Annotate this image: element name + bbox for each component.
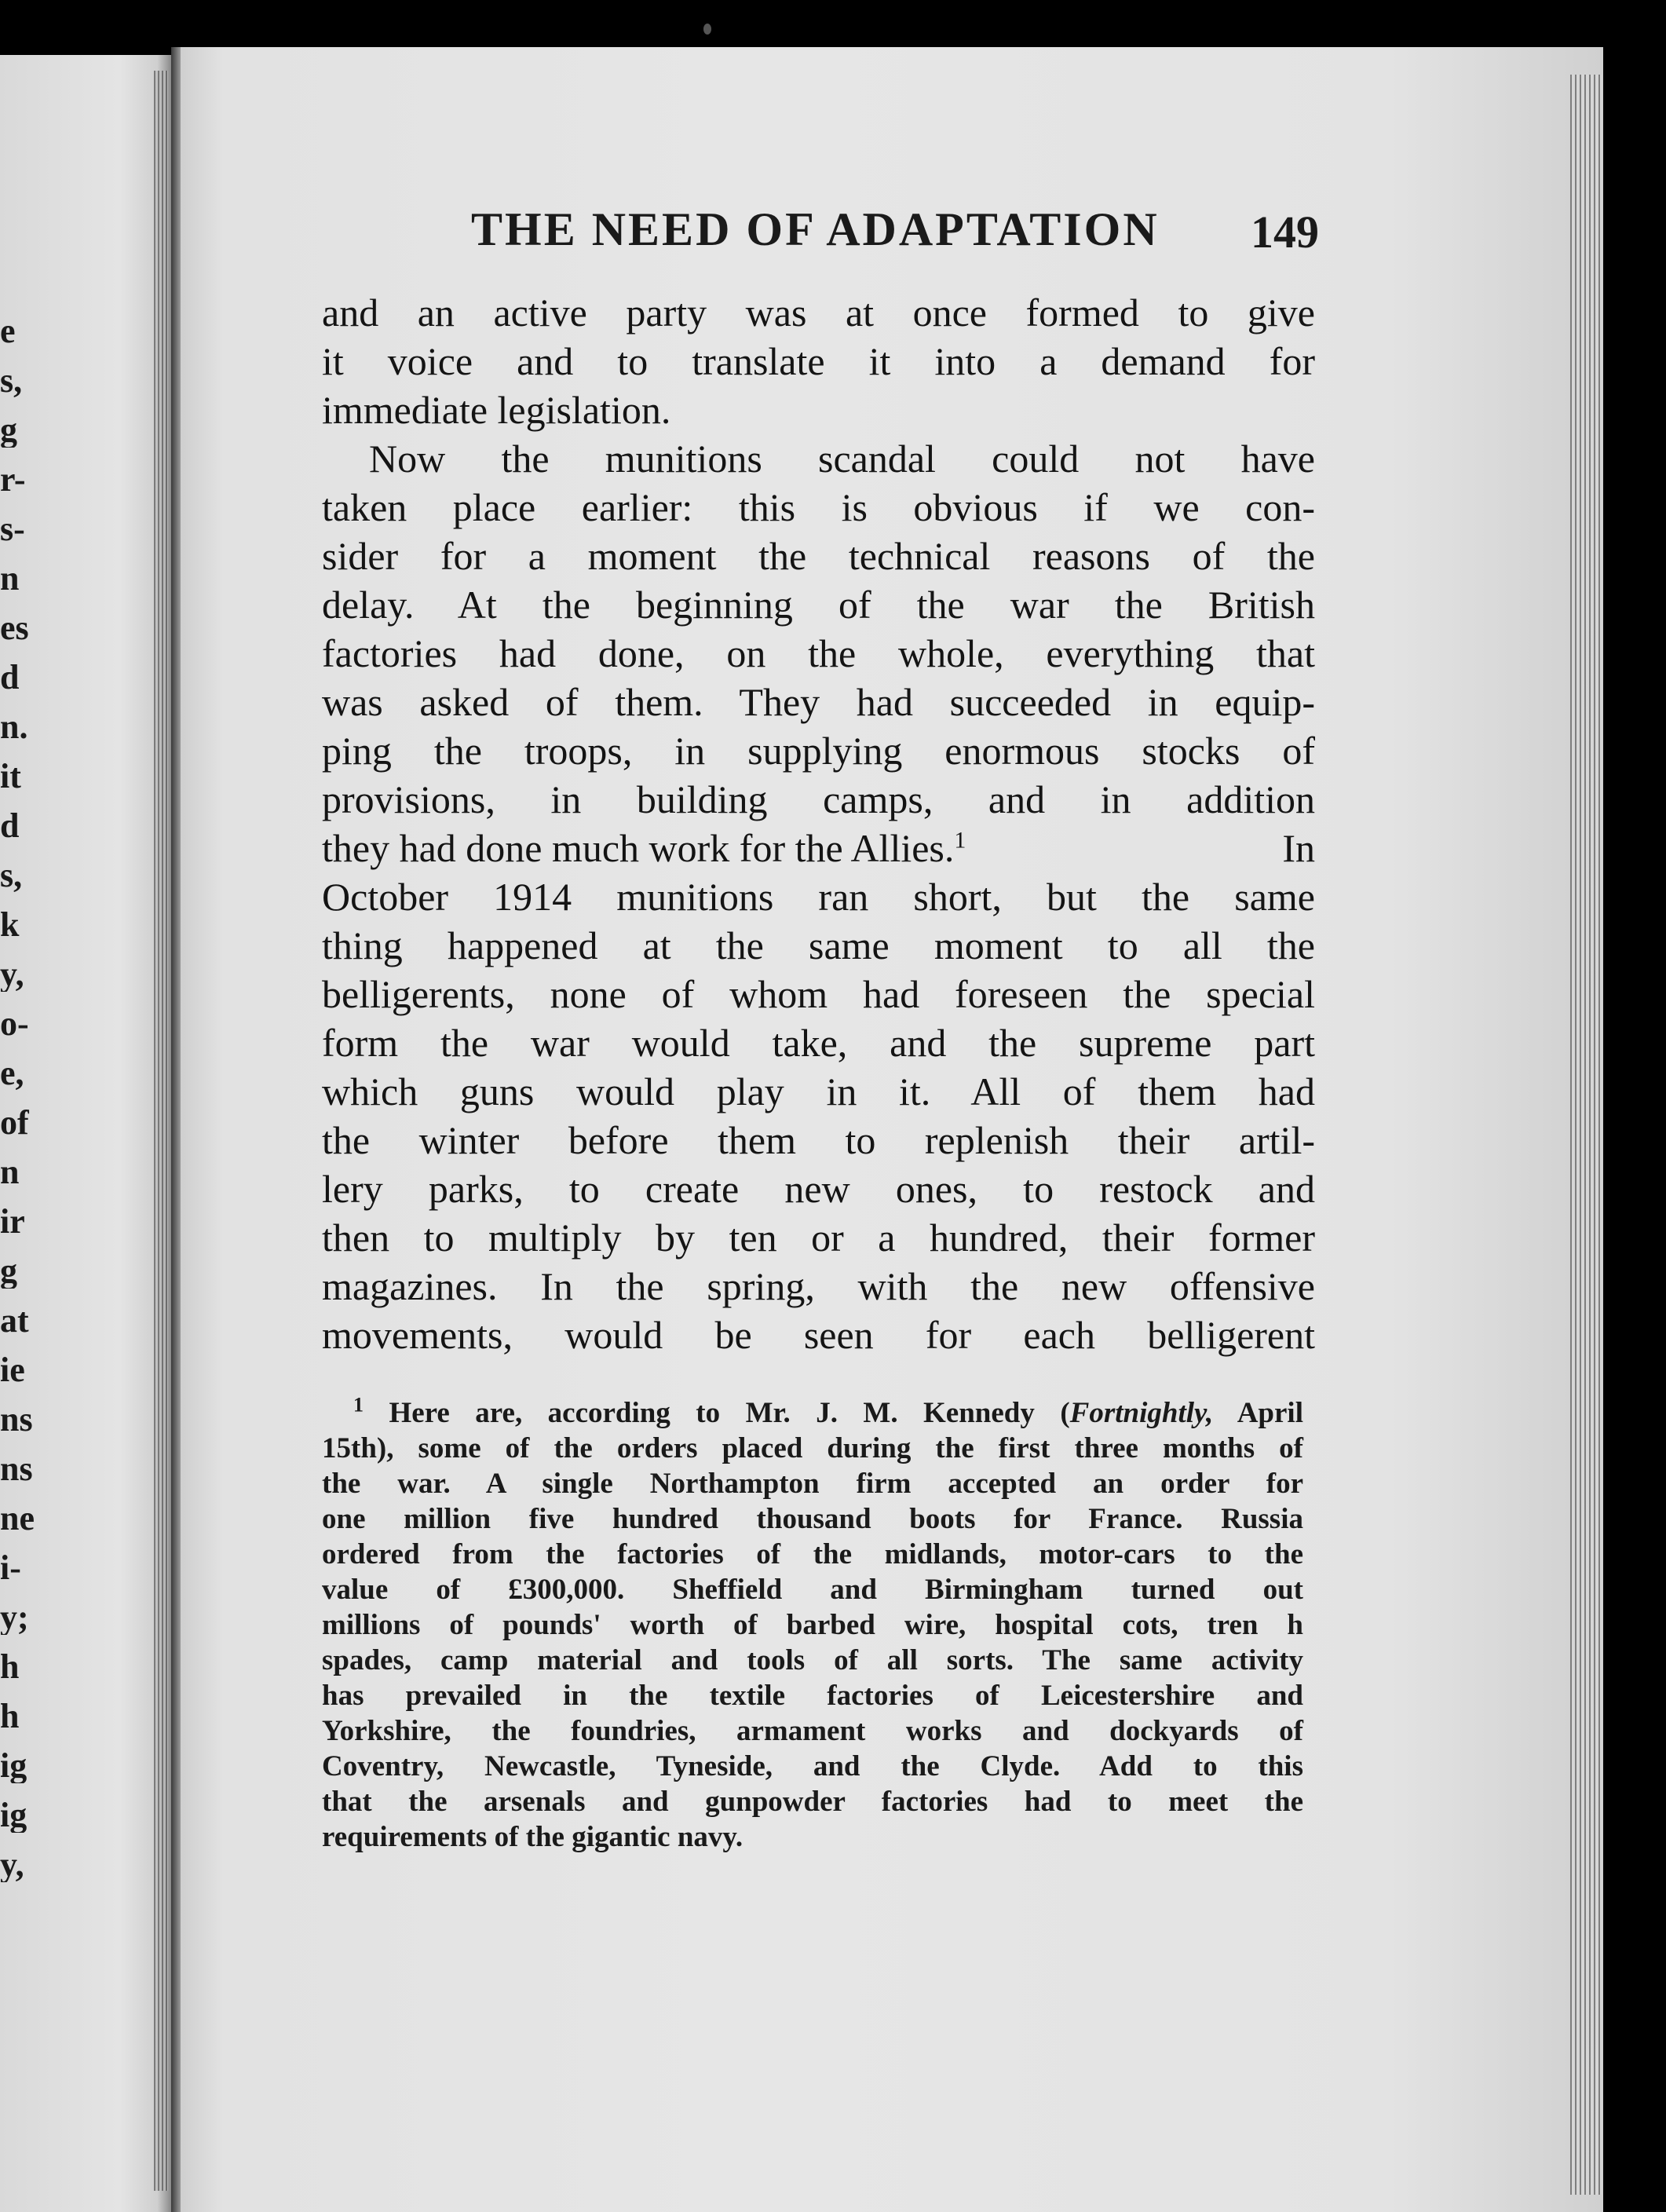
footnote-line: Coventry, Newcastle, Tyneside, and the Clyde. Add to this [322, 1750, 1303, 1782]
left-line-fragment: y, [0, 1848, 24, 1882]
body-line: lery parks, to create new ones, to restock and [322, 1167, 1315, 1211]
left-line-fragment: ig [0, 1798, 27, 1833]
body-line: Now the munitions scandal could not have [369, 437, 1315, 481]
footnote-line: requirements of the gigantic navy. [322, 1821, 743, 1853]
footnote-line: one million five hundred thousand boots for France. Russia [322, 1503, 1303, 1535]
body-line: was asked of them. They had succeeded in equip- [322, 680, 1315, 724]
left-line-fragment: k [0, 908, 20, 942]
left-line-fragment: n [0, 1155, 20, 1190]
footnote-line: spades, camp material and tools of all sorts. The same activity [322, 1644, 1303, 1676]
left-line-fragment: n [0, 561, 20, 596]
left-line-fragment: g [0, 413, 17, 448]
running-head-title: THE NEED OF ADAPTATION [471, 203, 1160, 255]
body-line: then to multiply by ten or a hundred, their former [322, 1216, 1315, 1260]
body-line: the winter before them to replenish their artil- [322, 1118, 1315, 1162]
left-page-edge [154, 71, 168, 2191]
left-line-fragment: ie [0, 1353, 25, 1388]
page-number: 149 [1251, 207, 1319, 258]
right-page-stack-edge [1570, 75, 1602, 2195]
left-line-fragment: s, [0, 364, 23, 398]
footnote-marker: 1 [353, 1393, 364, 1417]
footnote-line: ordered from the factories of the midlands, motor-cars to the [322, 1538, 1303, 1570]
left-line-fragment: ig [0, 1749, 27, 1783]
left-line-fragment: at [0, 1303, 29, 1338]
scan-speck [703, 24, 711, 35]
body-line-with-footnote-ref [322, 824, 1315, 872]
left-line-fragment: e, [0, 1056, 24, 1091]
left-line-fragment: h [0, 1699, 20, 1734]
body-line: magazines. In the spring, with the new offensive [322, 1264, 1315, 1308]
footnote-line: 15th), some of the orders placed during the first three months of [322, 1432, 1303, 1464]
body-line: taken place earlier: this is obvious if we con- [322, 485, 1315, 529]
left-line-fragment: i- [0, 1551, 21, 1585]
book-gutter [171, 47, 181, 2212]
left-line-fragment: n. [0, 710, 28, 744]
left-line-fragment: ir [0, 1205, 25, 1239]
left-facing-page [0, 55, 171, 2212]
left-line-fragment: of [0, 1106, 29, 1140]
body-line: delay. At the beginning of the war the British [322, 583, 1315, 627]
left-line-fragment: s- [0, 512, 25, 547]
footnote-line: Yorkshire, the foundries, armament works and dockyards of [322, 1715, 1303, 1747]
body-line: factories had done, on the whole, everything that [322, 631, 1315, 675]
body-line: belligerents, none of whom had foreseen the special [322, 972, 1315, 1016]
left-line-fragment: d [0, 809, 20, 843]
footnote-reference: 1 [954, 827, 966, 854]
left-line-fragment: g [0, 1254, 17, 1289]
left-line-fragment: ns [0, 1402, 33, 1437]
footnote-line: value of £300,000. Sheffield and Birmingham turned out [322, 1574, 1303, 1606]
left-line-fragment: e [0, 314, 16, 349]
left-line-fragment: it [0, 759, 21, 794]
body-line: sider for a moment the technical reasons of the [322, 534, 1315, 578]
left-line-fragment: r- [0, 463, 26, 497]
body-line: immediate legislation. [322, 388, 671, 432]
left-line-fragment: h [0, 1650, 20, 1684]
footnote-line: millions of pounds' worth of barbed wire, hospital cots, tren h [322, 1609, 1303, 1641]
body-line: it voice and to translate it into a demand for [322, 339, 1315, 383]
body-line: October 1914 munitions ran short, but the same [322, 875, 1315, 919]
footnote-line: has prevailed in the textile factories of Leicestershire and [322, 1680, 1303, 1712]
body-line-text: they had done much work for the Allies. [322, 826, 955, 870]
left-line-fragment: y, [0, 957, 24, 992]
body-line: movements, would be seen for each belligerent [322, 1313, 1315, 1357]
left-line-fragment: es [0, 611, 29, 645]
left-line-fragment: o- [0, 1007, 29, 1041]
body-line: thing happened at the same moment to all the [322, 923, 1315, 967]
left-line-fragment: d [0, 660, 20, 695]
body-line: and an active party was at once formed to give [322, 291, 1315, 335]
body-line: ping the troops, in supplying enormous stocks of [322, 729, 1315, 773]
footnote-text: Here are, according to Mr. J. M. Kennedy ( [389, 1397, 1070, 1429]
footnote-line: that the arsenals and gunpowder factories had to meet the [322, 1786, 1303, 1818]
left-line-fragment: y; [0, 1600, 29, 1635]
left-line-fragment: ns [0, 1452, 33, 1486]
footnote-citation: Fortnightly, [1069, 1397, 1214, 1429]
left-line-fragment: s, [0, 858, 23, 893]
body-line: which guns would play in it. All of them had [322, 1069, 1315, 1113]
body-line: provisions, in building camps, and in addition [322, 777, 1315, 821]
footnote-first-line [322, 1393, 1303, 1431]
body-line: form the war would take, and the supreme part [322, 1021, 1315, 1065]
left-line-fragment: ne [0, 1501, 35, 1536]
body-line-text: In [1282, 826, 1315, 870]
footnote-line: the war. A single Northampton firm accepted an order for [322, 1468, 1303, 1500]
footnote-text: April [1213, 1397, 1303, 1429]
